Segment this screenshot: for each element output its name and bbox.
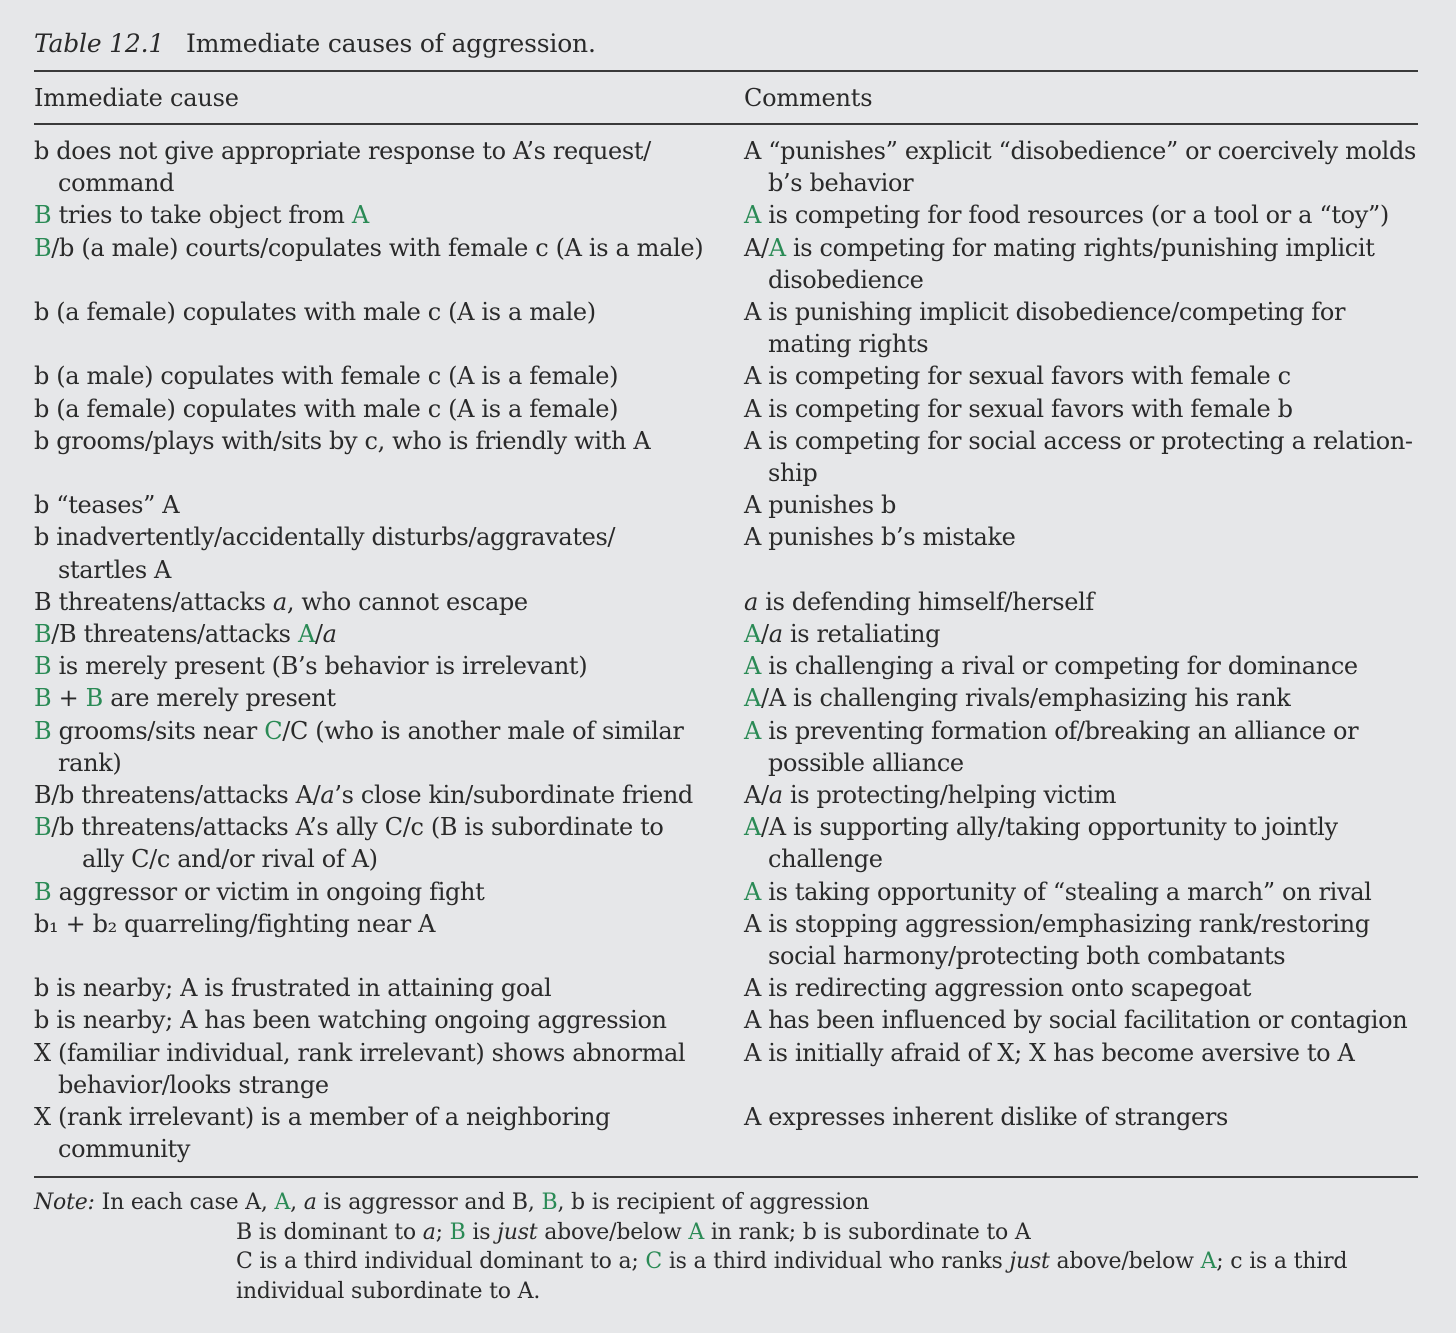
text-run: A is initially afraid of X; X has become aversive to A	[744, 1038, 1355, 1067]
cell-line	[34, 135, 744, 167]
table-label: Table 12.1	[34, 29, 165, 58]
header-immediate-cause: Immediate cause	[34, 84, 239, 112]
cause-cell	[34, 682, 744, 714]
table-row	[34, 715, 1424, 779]
cell-line	[34, 489, 744, 521]
cell-line	[744, 1037, 1424, 1069]
text-run: A is competing for sexual favors with female c	[744, 362, 1291, 391]
text-run: startles A	[58, 555, 172, 584]
comment-cell	[744, 489, 1424, 521]
text-run: is protecting/helping victim	[782, 781, 1117, 810]
header-comments: Comments	[744, 84, 873, 112]
cell-line	[34, 1004, 744, 1036]
highlighted-symbol: A	[744, 877, 761, 906]
highlighted-symbol: A	[744, 684, 761, 713]
text-run: ;	[435, 1219, 450, 1245]
table-title: Immediate causes of aggression.	[186, 29, 596, 58]
highlighted-symbol: B	[34, 813, 52, 842]
text-run: X (familiar individual, rank irrelevant) shows abnormal	[34, 1038, 686, 1067]
text-run: above/below	[537, 1219, 689, 1245]
cell-line	[34, 1133, 744, 1165]
text-run: grooms/sits near	[51, 716, 265, 745]
cell-line	[34, 618, 744, 650]
comment-cell	[744, 650, 1424, 682]
text-run: b (a female) copulates with male c (A is a female)	[34, 394, 619, 423]
text-run: is challenging a rival or competing for dominance	[760, 652, 1358, 681]
top-rule	[34, 70, 1418, 72]
highlighted-symbol: A	[744, 201, 761, 230]
text-run: b₁ + b₂ quarreling/fighting near A	[34, 909, 436, 938]
text-run: /b threatens/attacks A’s ally C/c (B is subordinate to	[51, 813, 664, 842]
table-row	[34, 393, 1424, 425]
text-run: B/b threatens/attacks A/	[34, 781, 321, 810]
text-run: individual subordinate to A.	[236, 1278, 541, 1304]
cell-line	[34, 360, 744, 392]
cause-cell	[34, 618, 744, 650]
cell-line	[744, 457, 1424, 489]
cell-line	[744, 843, 1424, 875]
text-run: A/	[744, 233, 769, 262]
text-run: A “punishes” explicit “disobedience” or coercively molds	[744, 137, 1416, 165]
highlighted-symbol: A	[297, 620, 315, 649]
text-run: A/	[744, 781, 769, 810]
cell-line	[744, 908, 1424, 940]
italic-text: a	[322, 620, 337, 649]
cell-line	[34, 650, 744, 682]
cell-line	[34, 393, 744, 425]
text-run: ally C/c and/or rival of A)	[82, 845, 378, 874]
cell-line	[744, 940, 1424, 972]
cell-line	[34, 811, 744, 843]
highlighted-symbol: A	[351, 201, 369, 230]
cause-cell	[34, 779, 744, 811]
cell-line	[744, 972, 1424, 1004]
cell-line	[744, 521, 1424, 553]
comment-cell	[744, 393, 1424, 425]
table-row	[34, 135, 1424, 199]
comment-cell	[744, 521, 1424, 585]
table-row	[34, 1037, 1424, 1101]
comment-cell	[744, 682, 1424, 714]
text-run: in rank; b is subordinate to A	[704, 1219, 1031, 1245]
highlighted-symbol: A	[744, 620, 761, 649]
cell-line	[744, 811, 1424, 843]
italic-text: a	[422, 1219, 436, 1245]
table-row	[34, 296, 1424, 360]
text-run: above/below	[1049, 1249, 1201, 1274]
cause-cell	[34, 586, 744, 618]
text-run: are merely present	[102, 684, 336, 713]
table-row	[34, 779, 1424, 811]
cause-cell	[34, 1101, 744, 1165]
table-row	[34, 972, 1424, 1004]
cause-cell	[34, 199, 744, 231]
highlighted-symbol: B	[34, 652, 52, 681]
highlighted-symbol: A	[744, 652, 761, 681]
table-row	[34, 618, 1424, 650]
text-run: aggressor or victim in ongoing fight	[51, 877, 485, 906]
cause-cell	[34, 489, 744, 521]
italic-text: just	[1009, 1249, 1050, 1274]
cause-cell	[34, 811, 744, 875]
cell-line	[744, 650, 1424, 682]
highlighted-symbol: B	[85, 684, 103, 713]
header-rule	[34, 123, 1418, 125]
table-row	[34, 232, 1424, 296]
cell-line	[744, 393, 1424, 425]
highlighted-symbol: A	[688, 1219, 705, 1245]
italic-text: a	[744, 587, 758, 616]
cell-line	[34, 1037, 744, 1069]
cell-line	[34, 199, 744, 231]
table-note	[34, 1188, 1424, 1306]
text-run: b (a female) copulates with male c (A is a male)	[34, 298, 596, 327]
cause-cell	[34, 650, 744, 682]
table-row	[34, 811, 1424, 875]
cell-line	[34, 747, 744, 779]
italic-text: a	[320, 781, 335, 810]
text-run: A is redirecting aggression onto scapegoat	[744, 974, 1252, 1003]
table-row	[34, 489, 1424, 521]
table-row	[34, 425, 1424, 489]
cell-line	[744, 586, 1424, 618]
cell-line	[744, 682, 1424, 714]
cell-line	[34, 876, 744, 908]
highlighted-symbol: C	[264, 716, 283, 745]
cell-line	[744, 715, 1424, 747]
cause-cell	[34, 715, 744, 779]
text-run: /	[760, 620, 769, 649]
text-run: command	[58, 169, 175, 198]
table-row	[34, 1004, 1424, 1036]
comment-cell	[744, 972, 1424, 1004]
table-body	[34, 135, 1424, 1166]
highlighted-symbol: B	[449, 1219, 466, 1245]
cell-line	[744, 199, 1424, 231]
cause-cell	[34, 908, 744, 972]
italic-text: a	[768, 781, 783, 810]
text-run: behavior/looks strange	[58, 1070, 329, 1099]
table-row	[34, 650, 1424, 682]
italic-text: a	[303, 1190, 317, 1215]
comment-cell	[744, 296, 1424, 360]
text-run: b “teases” A	[34, 491, 180, 520]
text-run: is aggressor and B,	[316, 1190, 542, 1215]
comment-cell	[744, 360, 1424, 392]
highlighted-symbol: B	[34, 877, 52, 906]
cell-line	[744, 296, 1424, 328]
cause-cell	[34, 1004, 744, 1036]
cell-line	[34, 586, 744, 618]
text-run: b does not give appropriate response to A’s request/	[34, 137, 651, 165]
comment-cell	[744, 1101, 1424, 1165]
table-caption	[34, 28, 596, 60]
italic-text: a	[272, 587, 287, 616]
text-run: community	[58, 1135, 191, 1164]
bottom-rule	[34, 1176, 1418, 1178]
comment-cell	[744, 908, 1424, 972]
text-run: ’s close kin/subordinate friend	[334, 781, 693, 810]
comment-cell	[744, 425, 1424, 489]
text-run: ship	[768, 459, 818, 488]
highlighted-symbol: A	[768, 233, 786, 262]
table-row	[34, 876, 1424, 908]
highlighted-symbol: A	[744, 716, 761, 745]
text-run: is defending himself/herself	[757, 587, 1094, 616]
note-line	[34, 1218, 1424, 1248]
text-run: b is nearby; A has been watching ongoing aggression	[34, 1006, 667, 1035]
table-row	[34, 908, 1424, 972]
cause-cell	[34, 876, 744, 908]
text-run: /B threatens/attacks	[51, 620, 298, 649]
comment-cell	[744, 135, 1424, 199]
comment-cell	[744, 715, 1424, 779]
cell-line	[744, 135, 1424, 167]
cell-line	[744, 232, 1424, 264]
note-line	[34, 1188, 1424, 1218]
cell-line	[744, 489, 1424, 521]
text-run: is	[465, 1219, 498, 1245]
text-run: A expresses inherent dislike of strangers	[744, 1103, 1228, 1132]
text-run: A is stopping aggression/emphasizing rank/restoring	[744, 909, 1370, 938]
text-run: b (a male) copulates with female c (A is a female)	[34, 362, 619, 391]
text-run: /b (a male) courts/copulates with female c (A is a male)	[51, 233, 704, 262]
comment-cell	[744, 232, 1424, 296]
text-run: ,	[290, 1190, 304, 1215]
cause-cell	[34, 232, 744, 296]
text-run: rank)	[58, 748, 122, 777]
table-row	[34, 199, 1424, 231]
cell-line	[744, 328, 1424, 360]
table-row	[34, 1101, 1424, 1165]
cell-line	[34, 1069, 744, 1101]
cell-line	[34, 296, 744, 328]
table-row	[34, 360, 1424, 392]
text-run: A is punishing implicit disobedience/competing for	[744, 298, 1346, 327]
cell-line	[34, 972, 744, 1004]
comment-cell	[744, 1037, 1424, 1101]
cause-cell	[34, 425, 744, 489]
cell-line	[34, 779, 744, 811]
cell-line	[744, 1101, 1424, 1133]
note-label: Note:	[34, 1190, 95, 1215]
text-run: In each case A,	[94, 1190, 275, 1215]
text-run: is merely present (B’s behavior is irrelevant)	[51, 652, 588, 681]
highlighted-symbol: B	[34, 716, 52, 745]
cell-line	[744, 425, 1424, 457]
comment-cell	[744, 779, 1424, 811]
cell-line	[744, 1004, 1424, 1036]
text-run: is retaliating	[782, 620, 941, 649]
text-run: b grooms/plays with/sits by c, who is friendly with A	[34, 426, 651, 455]
table-row	[34, 586, 1424, 618]
text-run: challenge	[768, 845, 883, 874]
text-run: A has been influenced by social facilitation or contagion	[744, 1006, 1408, 1035]
highlighted-symbol: B	[34, 233, 52, 262]
cell-line	[34, 232, 744, 264]
highlighted-symbol: B	[541, 1190, 558, 1215]
text-run: ; c is a third	[1216, 1249, 1348, 1274]
text-run: b inadvertently/accidentally disturbs/aggravates/	[34, 523, 616, 552]
text-run: , who cannot escape	[286, 587, 528, 616]
text-run: /C (who is another male of similar	[282, 716, 684, 745]
comment-cell	[744, 199, 1424, 231]
cell-line	[744, 264, 1424, 296]
text-run: A is competing for social access or protecting a relation-	[744, 426, 1413, 455]
text-run: is competing for food resources (or a tool or a “toy”)	[760, 201, 1389, 230]
note-line	[34, 1247, 1424, 1277]
cause-cell	[34, 972, 744, 1004]
cause-cell	[34, 393, 744, 425]
cell-line	[34, 843, 744, 875]
comment-cell	[744, 1004, 1424, 1036]
comment-cell	[744, 811, 1424, 875]
text-run: b is nearby; A is frustrated in attaining goal	[34, 974, 552, 1003]
text-run: , b is recipient of aggression	[557, 1190, 870, 1215]
note-line	[34, 1277, 1424, 1307]
cell-line	[744, 360, 1424, 392]
cause-cell	[34, 135, 744, 199]
cell-line	[744, 747, 1424, 779]
text-run: b’s behavior	[768, 169, 914, 198]
text-run: social harmony/protecting both combatants	[768, 942, 1286, 971]
text-run: is taking opportunity of “stealing a march” on rival	[760, 877, 1372, 906]
cell-line	[34, 425, 744, 457]
text-run: X (rank irrelevant) is a member of a neighboring	[34, 1103, 611, 1132]
highlighted-symbol: A	[1200, 1249, 1217, 1274]
table-row	[34, 521, 1424, 585]
italic-text: a	[768, 620, 783, 649]
cell-line	[34, 908, 744, 940]
cell-line	[34, 682, 744, 714]
text-run: A punishes b’s mistake	[744, 523, 1016, 552]
text-run: tries to take object from	[51, 201, 352, 230]
highlighted-symbol: B	[34, 620, 52, 649]
cause-cell	[34, 521, 744, 585]
highlighted-symbol: B	[34, 684, 52, 713]
text-run: mating rights	[768, 330, 929, 359]
text-run: B threatens/attacks	[34, 587, 273, 616]
cause-cell	[34, 1037, 744, 1101]
cell-line	[34, 167, 744, 199]
highlighted-symbol: A	[744, 813, 761, 842]
text-run: is a third individual who ranks	[662, 1249, 1010, 1274]
cell-line	[34, 521, 744, 553]
text-run: B is dominant to	[236, 1219, 423, 1245]
text-run: is competing for mating rights/punishing implicit	[785, 233, 1375, 262]
text-run: /	[314, 620, 323, 649]
cell-line	[744, 167, 1424, 199]
text-run: /A is supporting ally/taking opportunity to jointly	[760, 813, 1338, 842]
highlighted-symbol: A	[274, 1190, 291, 1215]
cell-line	[34, 554, 744, 586]
cell-line	[744, 779, 1424, 811]
text-run: A is competing for sexual favors with female b	[744, 394, 1293, 423]
text-run: is preventing formation of/breaking an alliance or	[760, 716, 1359, 745]
text-run: C is a third individual dominant to a;	[236, 1249, 646, 1274]
cell-line	[744, 618, 1424, 650]
comment-cell	[744, 618, 1424, 650]
cause-cell	[34, 296, 744, 360]
cell-line	[34, 715, 744, 747]
comment-cell	[744, 876, 1424, 908]
table-row	[34, 682, 1424, 714]
comment-cell	[744, 586, 1424, 618]
text-run: possible alliance	[768, 748, 964, 777]
italic-text: just	[497, 1219, 538, 1245]
cell-line	[34, 1101, 744, 1133]
highlighted-symbol: B	[34, 201, 52, 230]
text-run: A punishes b	[744, 491, 896, 520]
cause-cell	[34, 360, 744, 392]
text-run: +	[51, 684, 86, 713]
text-run: disobedience	[768, 265, 924, 294]
cell-line	[744, 876, 1424, 908]
text-run: /A is challenging rivals/emphasizing his rank	[760, 684, 1291, 713]
highlighted-symbol: C	[645, 1249, 663, 1274]
